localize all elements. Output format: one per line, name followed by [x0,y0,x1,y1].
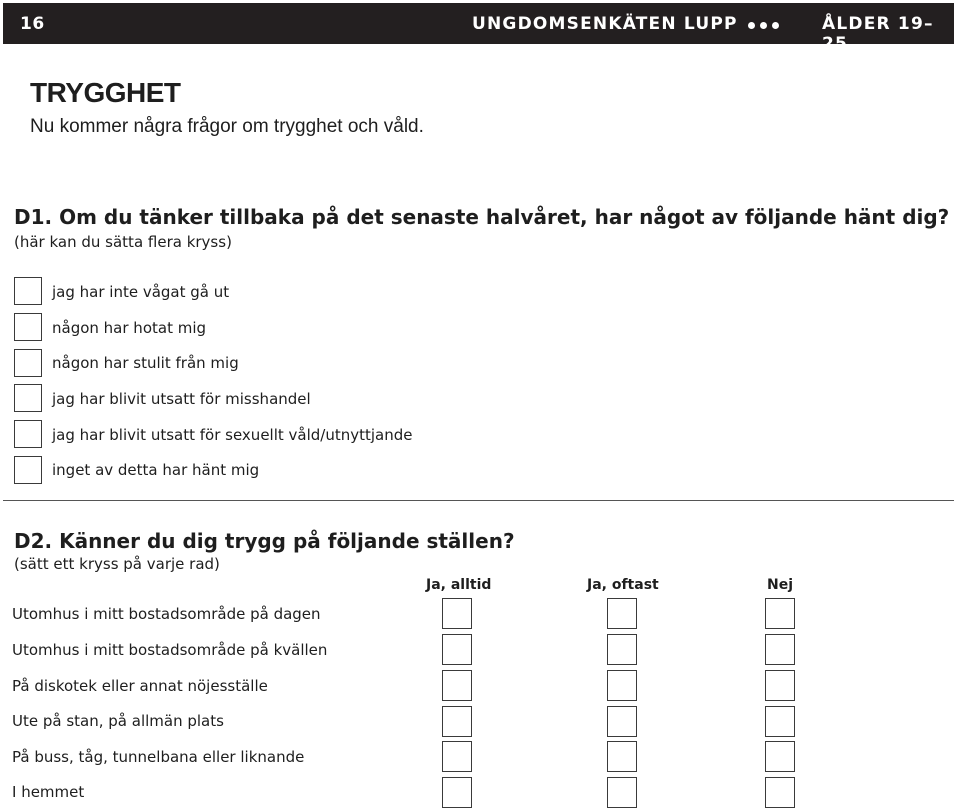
checkbox-d2-row6-nej[interactable] [765,777,795,808]
row-label-d2-2: Utomhus i mitt bostadsområde på kvällen [12,641,328,659]
checkbox-d2-row4-ja-alltid[interactable] [442,706,472,737]
checkbox-d1-option-5[interactable] [14,420,42,448]
question-d2-instruction: (sätt ett kryss på varje rad) [14,555,220,573]
checkbox-d2-row1-ja-oftast[interactable] [607,598,637,629]
row-label-d2-6: I hemmet [12,783,85,801]
dot-icon [760,22,767,29]
checkbox-d1-option-1[interactable] [14,277,42,305]
dot-icon [772,22,779,29]
checkbox-d2-row6-ja-alltid[interactable] [442,777,472,808]
checkbox-d2-row2-ja-oftast[interactable] [607,634,637,665]
option-label-d1-5: jag har blivit utsatt för sexuellt våld/utnyttjande [52,426,413,444]
question-d2-title: D2. Känner du dig trygg på följande ställen? [14,529,515,553]
checkbox-d2-row3-ja-alltid[interactable] [442,670,472,701]
checkbox-d1-option-4[interactable] [14,384,42,412]
option-label-d1-6: inget av detta har hänt mig [52,461,260,479]
checkbox-d1-option-6[interactable] [14,456,42,484]
checkbox-d2-row1-nej[interactable] [765,598,795,629]
column-header-ja-alltid: Ja, alltid [426,577,492,593]
option-label-d1-1: jag har inte vågat gå ut [52,283,230,301]
checkbox-d2-row5-ja-oftast[interactable] [607,741,637,772]
page-number: 16 [20,14,45,34]
question-d1-title: D1. Om du tänker tillbaka på det senaste halvåret, har något av följande hänt dig? [14,205,950,229]
section-divider [3,500,954,501]
section-title: TRYGGHET [30,77,181,108]
survey-name: UNGDOMSENKÄTEN LUPP [472,14,738,34]
row-label-d2-5: På buss, tåg, tunnelbana eller liknande [12,748,305,766]
checkbox-d2-row3-nej[interactable] [765,670,795,701]
checkbox-d1-option-2[interactable] [14,313,42,341]
question-d1-instruction: (här kan du sätta flera kryss) [14,233,232,251]
checkbox-d2-row1-ja-alltid[interactable] [442,598,472,629]
checkbox-d2-row4-nej[interactable] [765,706,795,737]
checkbox-d2-row3-ja-oftast[interactable] [607,670,637,701]
row-label-d2-1: Utomhus i mitt bostadsområde på dagen [12,605,321,623]
option-label-d1-3: någon har stulit från mig [52,354,239,372]
age-range: ÅLDER 19–25 [822,14,934,54]
option-label-d1-4: jag har blivit utsatt för misshandel [52,390,311,408]
checkbox-d1-option-3[interactable] [14,349,42,377]
checkbox-d2-row4-ja-oftast[interactable] [607,706,637,737]
checkbox-d2-row5-ja-alltid[interactable] [442,741,472,772]
page-header [3,3,954,54]
section-intro: Nu kommer några frågor om trygghet och våld. [30,116,424,137]
row-label-d2-4: Ute på stan, på allmän plats [12,712,224,730]
dot-icon [748,22,755,29]
checkbox-d2-row5-nej[interactable] [765,741,795,772]
column-header-nej: Nej [767,577,794,593]
separator-dots [748,22,779,29]
checkbox-d2-row6-ja-oftast[interactable] [607,777,637,808]
column-header-ja-oftast: Ja, oftast [587,577,659,593]
row-label-d2-3: På diskotek eller annat nöjesställe [12,677,268,695]
checkbox-d2-row2-nej[interactable] [765,634,795,665]
option-label-d1-2: någon har hotat mig [52,319,207,337]
checkbox-d2-row2-ja-alltid[interactable] [442,634,472,665]
